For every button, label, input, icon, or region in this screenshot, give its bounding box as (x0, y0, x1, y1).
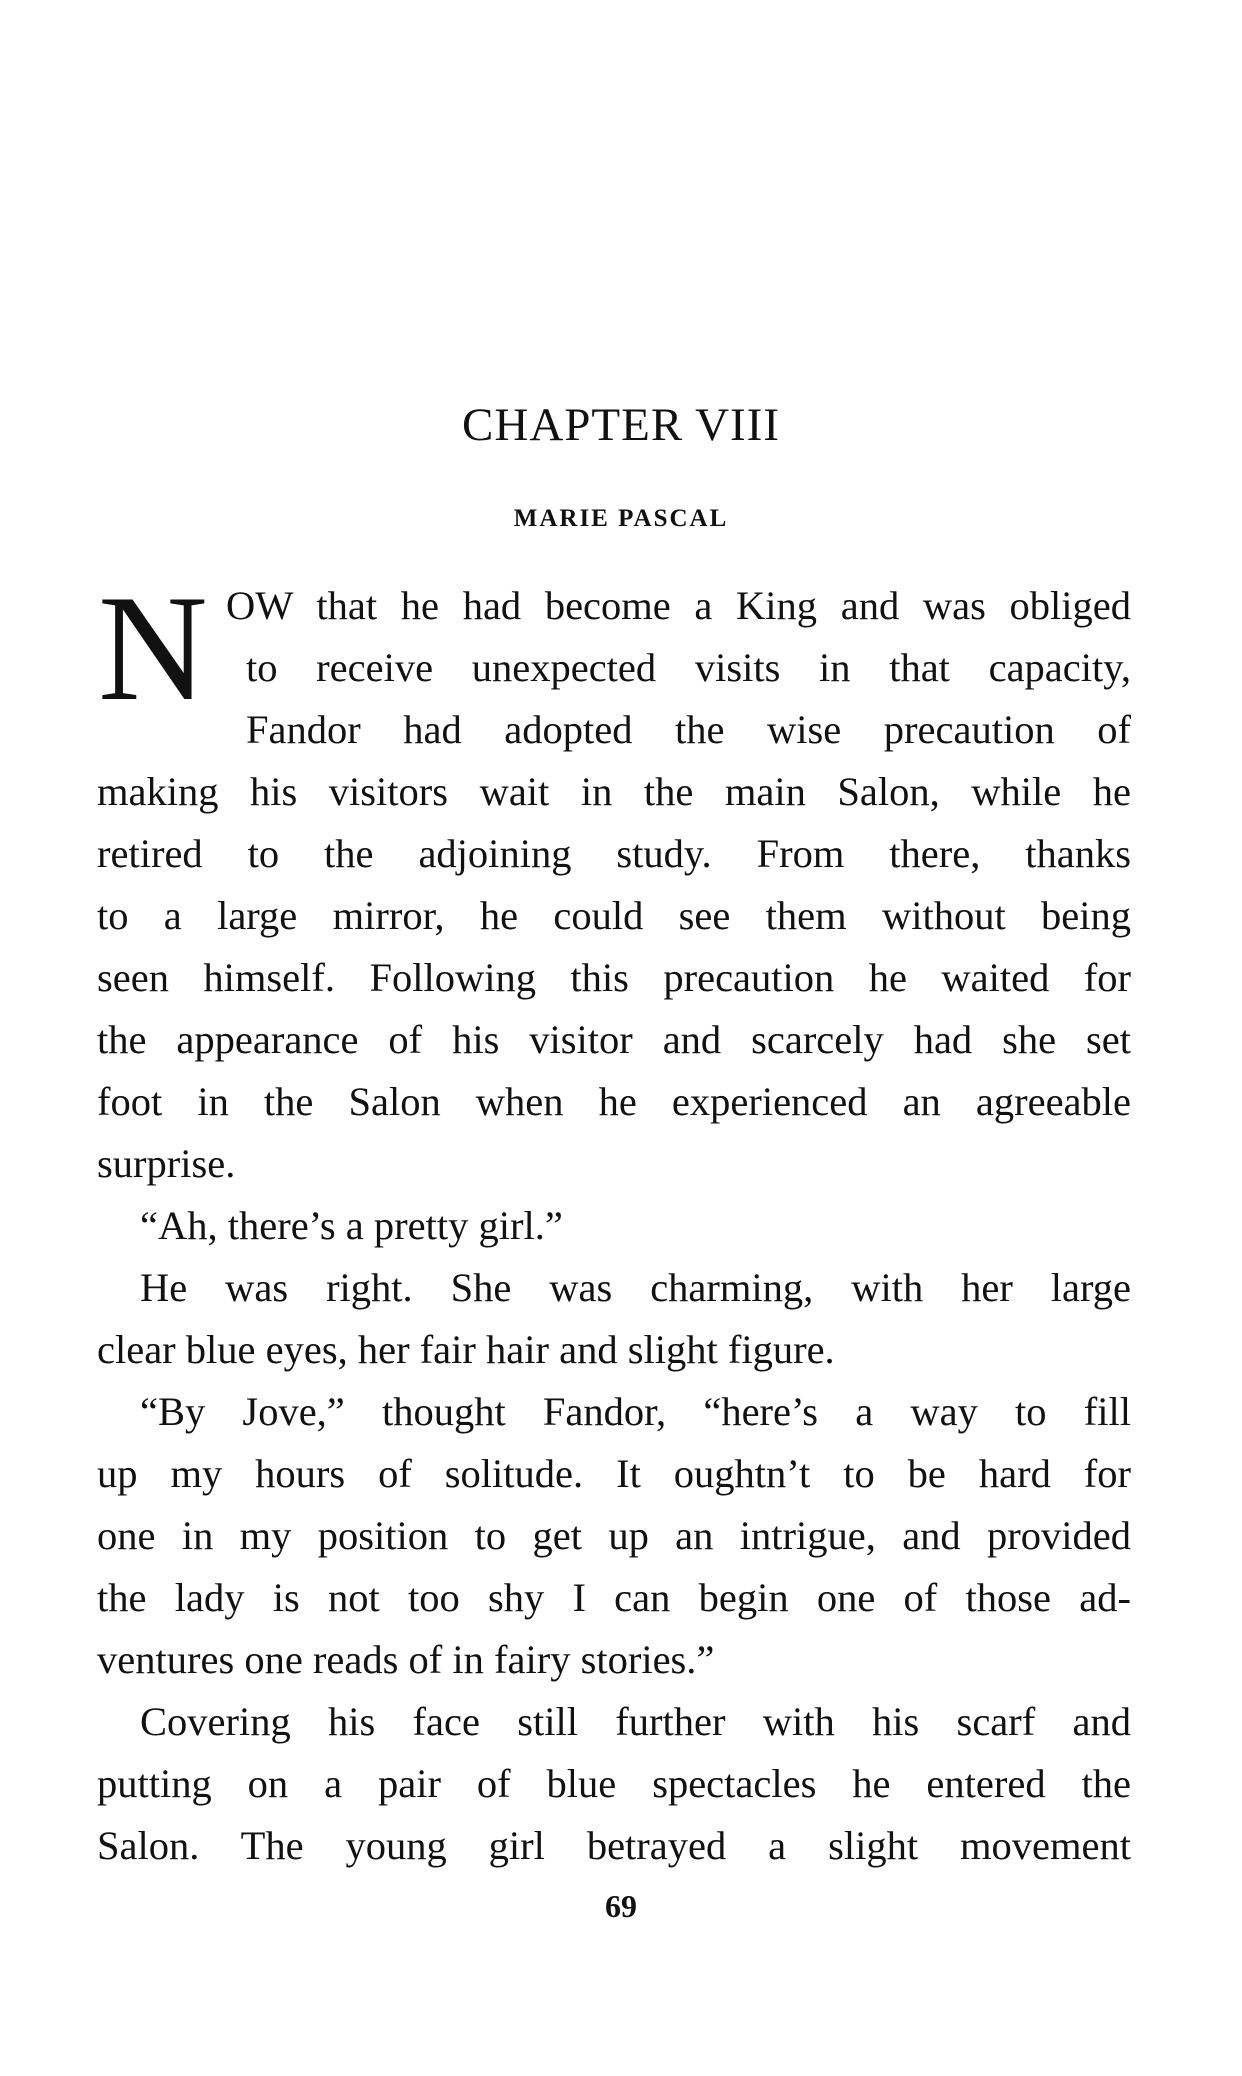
page-number: 69 (605, 1888, 637, 1924)
text-line: ventures one reads of in fairy stories.” (97, 1637, 715, 1682)
text-line: to a large mirror, he could see them without being (97, 893, 1131, 938)
text-line: foot in the Salon when he experienced an agreeable (97, 1079, 1131, 1124)
text-line: “By Jove,” thought Fandor, “here’s a way to fill (140, 1389, 1131, 1434)
text-line: seen himself. Following this precaution he waited for (97, 955, 1131, 1000)
text-line: up my hours of solitude. It oughtn’t to be hard for (97, 1451, 1131, 1496)
text-line: the lady is not too shy I can begin one of those ad- (97, 1575, 1131, 1620)
text-line: Salon. The young girl betrayed a slight movement (97, 1823, 1131, 1868)
text-line: retired to the adjoining study. From there, thanks (97, 831, 1131, 876)
text-line: putting on a pair of blue spectacles he entered the (97, 1761, 1131, 1806)
text-line: He was right. She was charming, with her large (140, 1265, 1131, 1310)
text-line: “Ah, there’s a pretty girl.” (140, 1203, 563, 1248)
chapter-subtitle: MARIE PASCAL (513, 505, 729, 532)
drop-cap: N (98, 564, 208, 732)
text-line: to receive unexpected visits in that capacity, (246, 645, 1131, 690)
text-line: the appearance of his visitor and scarcely had she set (97, 1017, 1131, 1062)
text-line: Fandor had adopted the wise precaution of (246, 707, 1131, 752)
text-line: OW that he had become a King and was obliged (226, 583, 1131, 628)
text-line: surprise. (97, 1141, 236, 1186)
chapter-title: CHAPTER VIII (462, 399, 780, 451)
text-line: clear blue eyes, her fair hair and slight figure. (97, 1327, 835, 1372)
text-line: Covering his face still further with his scarf and (140, 1699, 1131, 1744)
text-line: one in my position to get up an intrigue, and provided (97, 1513, 1131, 1558)
text-line: making his visitors wait in the main Salon, while he (97, 769, 1131, 814)
